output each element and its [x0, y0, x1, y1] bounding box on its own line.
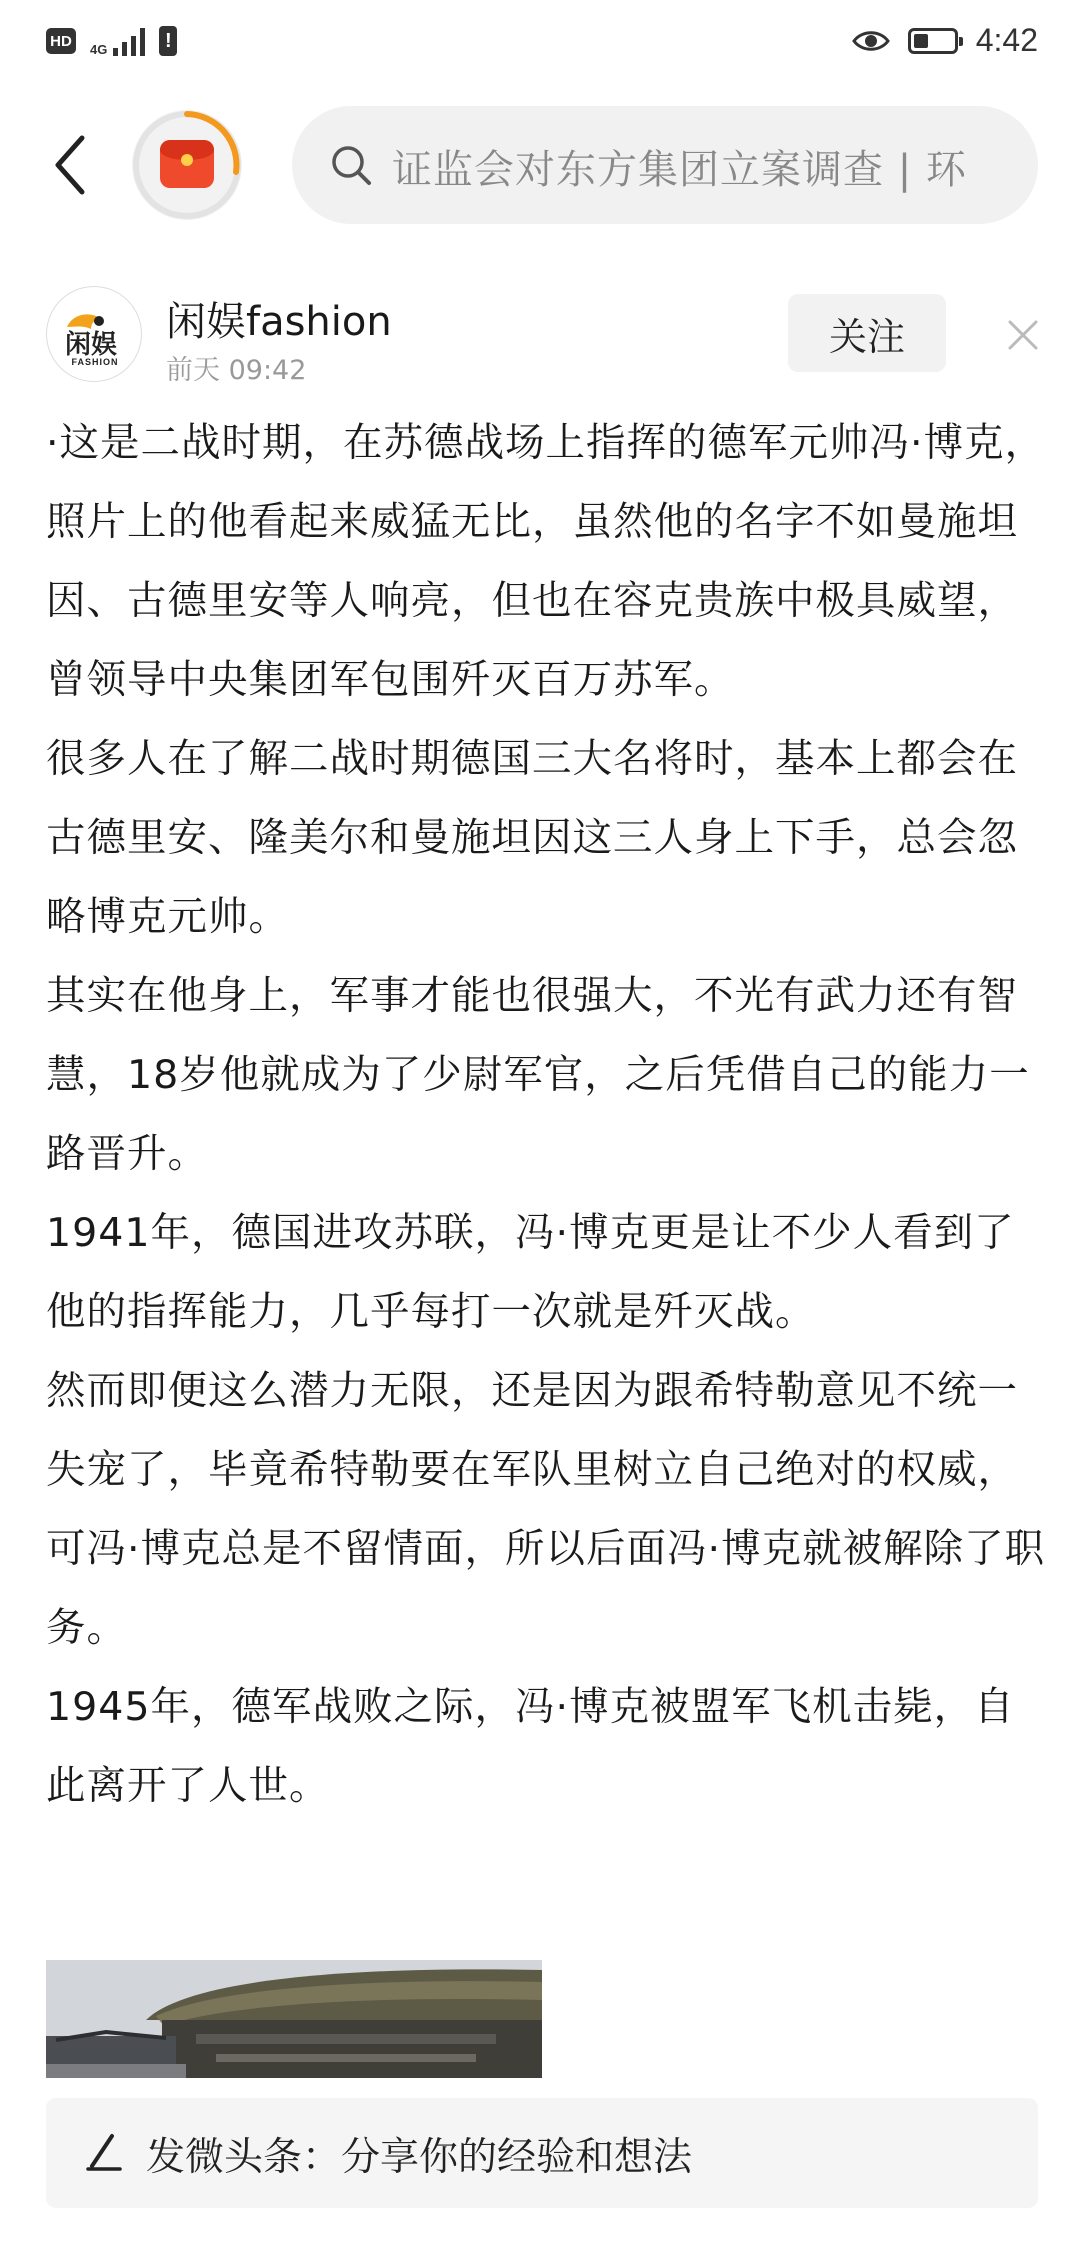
search-icon — [330, 144, 372, 186]
post-timestamp: 前天 09:42 — [166, 355, 307, 386]
network-label: 4G — [90, 42, 108, 57]
pen-icon — [84, 2132, 124, 2172]
article-image[interactable] — [46, 1960, 542, 2078]
status-right — [852, 22, 1038, 59]
close-icon[interactable] — [1006, 318, 1040, 352]
composer-placeholder: 发微头条：分享你的经验和想法 — [146, 2135, 693, 2180]
status-bar — [0, 0, 1080, 86]
hd-badge: HD — [46, 28, 76, 54]
article-paragraph: 1941年，德国进攻苏联，冯·博克更是让不少人看到了他的指挥能力，几乎每打一次就是歼灭战。 — [46, 1210, 1015, 1335]
article-paragraph: ·这是二战时期，在苏德战场上指挥的德军元帅冯·博克，照片上的他看起来威猛无比，虽然他的名字不如曼施坦因、古德里安等人响亮，但也在容克贵族中极具威望，曾领导中央集团军包围歼灭百万苏军。 — [46, 420, 1046, 703]
follow-button[interactable]: 关注 — [788, 294, 946, 372]
signal-icon — [90, 26, 145, 56]
eye-icon — [852, 28, 890, 54]
status-left — [46, 26, 177, 56]
post-composer[interactable] — [46, 2098, 1038, 2208]
avatar[interactable] — [46, 286, 142, 382]
avatar-logo-icon — [61, 307, 127, 357]
search-bar[interactable] — [292, 106, 1038, 224]
top-nav — [0, 100, 1080, 230]
clock: 4:42 — [975, 22, 1038, 58]
author-name[interactable]: 闲娱fashion — [166, 299, 392, 345]
chevron-left-icon[interactable] — [46, 130, 96, 200]
article-paragraph: 其实在他身上，军事才能也很强大，不光有武力还有智慧，18岁他就成为了少尉军官，之后凭借自己的能力一路晋升。 — [46, 973, 1030, 1177]
svg-text:闲娱: 闲娱 — [65, 330, 118, 357]
article-paragraph: 1945年，德军战败之际，冯·博克被盟军飞机击毙，自此离开了人世。 — [46, 1684, 1015, 1809]
article-body — [46, 404, 1046, 1826]
author-row — [0, 280, 1080, 400]
red-packet-button[interactable] — [132, 110, 242, 220]
article-image-graphic — [46, 1960, 542, 2078]
article-paragraph: 很多人在了解二战时期德国三大名将时，基本上都会在古德里安、隆美尔和曼施坦因这三人身上下手，总会忽略博克元帅。 — [46, 736, 1018, 940]
alert-icon: ! — [159, 26, 177, 56]
red-packet-icon — [160, 140, 214, 188]
search-input[interactable]: 证监会对东方集团立案调查 | 环 — [392, 147, 967, 193]
article-paragraph: 然而即便这么潜力无限，还是因为跟希特勒意见不统一失宠了，毕竟希特勒要在军队里树立自己绝对的权威，可冯·博克总是不留情面，所以后面冯·博克就被解除了职务。 — [46, 1368, 1046, 1651]
avatar-caption: FASHION — [71, 357, 119, 367]
battery-icon — [908, 28, 958, 54]
